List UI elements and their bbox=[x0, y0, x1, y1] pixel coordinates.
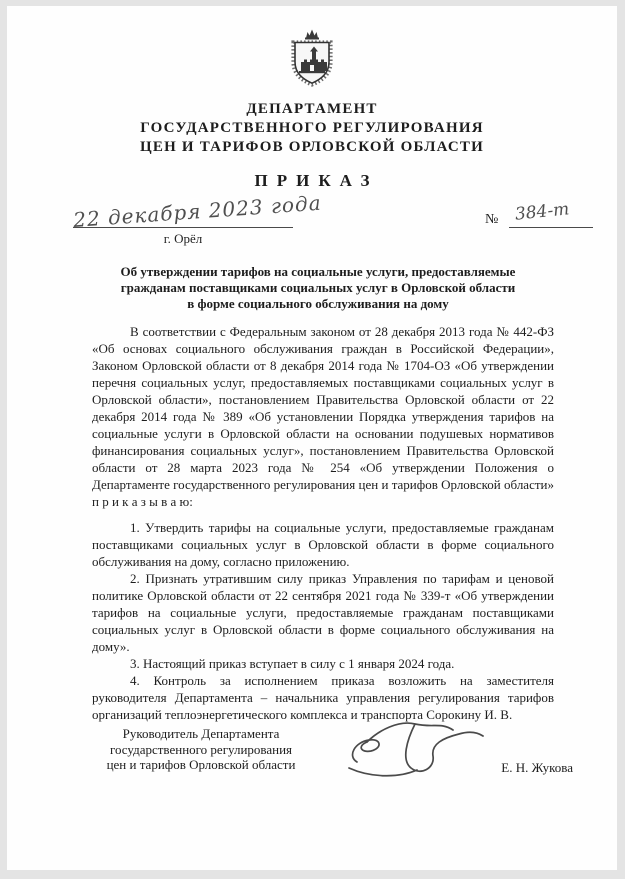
number-underline bbox=[509, 227, 593, 228]
number-sign-label: № bbox=[485, 212, 499, 227]
signatory-position-line: цен и тарифов Орловской области bbox=[106, 757, 296, 772]
document-type-heading: ПРИКАЗ bbox=[254, 171, 379, 190]
document-title-line: в форме социального обслуживания на дому bbox=[187, 296, 449, 311]
preamble-paragraph: В соответствии с Федеральным законом от 28 декабря 2013 года № 442-ФЗ «Об основах социального обслуживания граждан в Российской Федерации», Законом Орловской области от 8 декабря 2014 года № 1704-ОЗ «Об утверждении перечня социальных услуг, предоставляемых поставщиками социальных услуг в Орловской области», постановлением Правительства Орловской области от 22 декабря 2014 года № 389 «Об установлении Порядка утверждения тарифов на социальные услуги в Орловской области на основании подушевых нормативов финансирования социальных услуг», постановлением Правительства Орловской области от 28 марта 2023 года № 254 «Об утверждении Положения о Департаменте государственного регулирования цен и тарифов Орловской области» п р и к а з ы в а ю: bbox=[92, 324, 554, 509]
document-title-line: гражданам поставщиками социальных услуг в Орловской области bbox=[120, 280, 516, 295]
org-name-line: ДЕПАРТАМЕНТ bbox=[246, 101, 378, 117]
issue-city: г. Орёл bbox=[163, 231, 203, 246]
order-item-2: 2. Признать утратившим силу приказ Управления по тарифам и ценовой политике Орловской области от 22 сентября 2021 года № 339-т «Об утверждении тарифов на социальные услуги, предоставляемые гражданам поставщиками социальных услуг в Орловской области в форме социального обслуживания на дому». bbox=[92, 571, 554, 654]
document-number-block bbox=[485, 198, 595, 238]
signature-block bbox=[63, 718, 573, 798]
document-title bbox=[83, 264, 553, 312]
handwritten-document-number: 384-т bbox=[514, 199, 571, 225]
signatory-name: Е. Н. Жукова bbox=[501, 760, 573, 775]
handwritten-issue-date: 22 декабря 2023 года bbox=[72, 190, 323, 232]
document-title-line: Об утверждении тарифов на социальные услуги, предоставляемые bbox=[120, 264, 516, 279]
order-item-4: 4. Контроль за исполнением приказа возложить на заместителя руководителя Департамента – начальника управления регулирования тарифов организаций теплоэнергетического комплекса и транспорта Сорокину И. В. bbox=[92, 673, 554, 722]
signature-scribble-icon bbox=[341, 716, 491, 796]
order-item-1: 1. Утвердить тарифы на социальные услуги, предоставляемые гражданам поставщиками социальных услуг в Орловской области в форме социального обслуживания на дому, согласно приложению. bbox=[92, 520, 554, 569]
date-underline bbox=[73, 227, 293, 228]
org-name-line: ГОСУДАРСТВЕННОГО РЕГУЛИРОВАНИЯ bbox=[140, 120, 484, 136]
issue-date-number-row bbox=[7, 190, 617, 254]
signatory-position-line: государственного регулирования bbox=[109, 741, 293, 757]
issuing-authority-name bbox=[7, 100, 617, 157]
order-item-3: 3. Настоящий приказ вступает в силу с 1 января 2024 года. bbox=[130, 656, 455, 671]
signatory-position-line: Руководитель Департамента bbox=[122, 726, 280, 741]
document-page bbox=[7, 6, 617, 870]
signatory-position bbox=[91, 726, 311, 773]
org-name-line: ЦЕН И ТАРИФОВ ОРЛОВСКОЙ ОБЛАСТИ bbox=[140, 139, 484, 155]
issue-date-block bbox=[72, 190, 323, 254]
oryol-oblast-coat-of-arms-icon bbox=[286, 27, 338, 87]
document-body bbox=[92, 323, 554, 723]
